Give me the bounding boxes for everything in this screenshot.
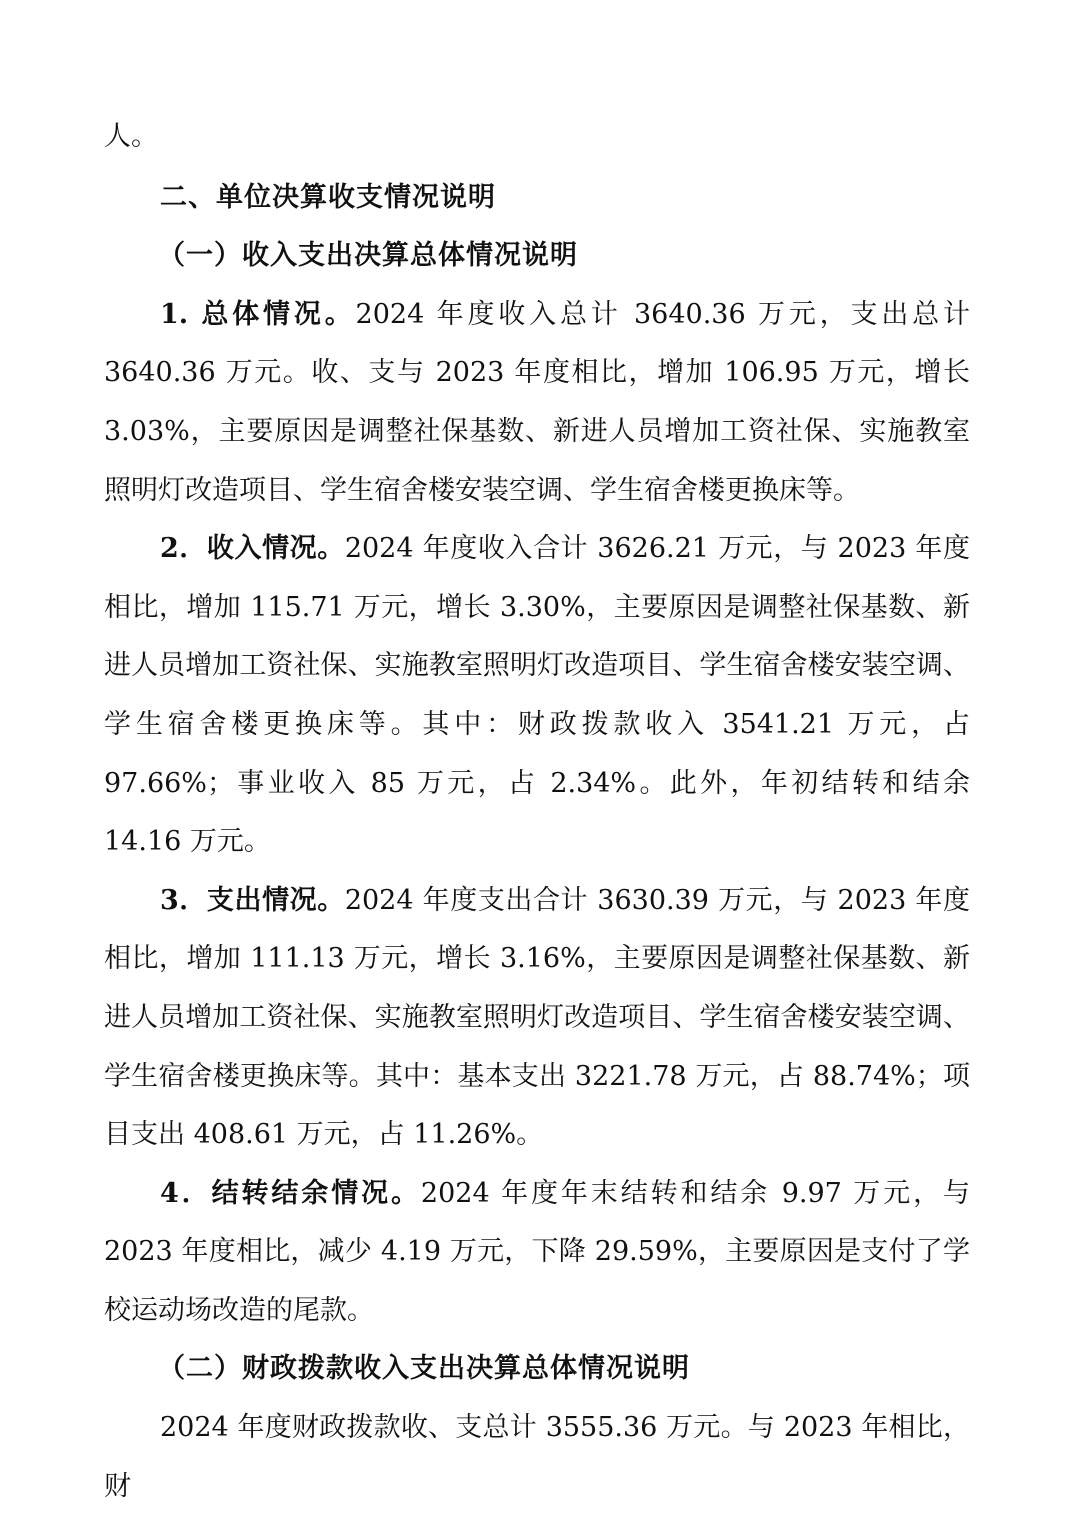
- paragraph-expenditure: [104, 872, 970, 1165]
- paragraph-balance: [104, 1165, 970, 1341]
- paragraph-income: [104, 520, 970, 872]
- subsection-heading-2: （二）财政拨款收入支出决算总体情况说明: [158, 1353, 690, 1385]
- paragraph-label: 4．结转结余情况。: [160, 1177, 421, 1209]
- paragraph-label: 2．收入情况。: [160, 533, 345, 565]
- paragraph-text: 2024 年度年末结转和结余 9.97 万元，与 2023 年度相比，减少 4.19 万元，下降 29.59%，主要原因是支付了学校运动场改造的尾款。: [104, 1177, 970, 1326]
- subsection-heading-1: （一）收入支出决算总体情况说明: [158, 240, 578, 272]
- paragraph-text: 2024 年度收入合计 3626.21 万元，与 2023 年度相比，增加 115.71 万元，增长 3.30%，主要原因是调整社保基数、新进人员增加工资社保、实施教室照明灯改造项目、学生宿舍楼安装空调、学生宿舍楼更换床等。其中：财政拨款收入 3541.21 万元，占 97.66%；事业收入 85 万元，占 2.34%。此外，年初结转和结余 14.16 万元。: [104, 533, 970, 858]
- paragraph-text: 2024 年度支出合计 3630.39 万元，与 2023 年度相比，增加 111.13 万元，增长 3.16%，主要原因是调整社保基数、新进人员增加工资社保、实施教室照明灯改造项目、学生宿舍楼安装空调、学生宿舍楼更换床等。其中：基本支出 3221.78 万元，占 88.74%；项目支出 408.61 万元，占 11.26%。: [104, 884, 970, 1151]
- section-heading: 二、单位决算收支情况说明: [160, 181, 496, 213]
- paragraph-label: 3．支出情况。: [160, 884, 345, 916]
- document-page: [104, 108, 970, 1516]
- paragraph-text: 2024 年度收入总计 3640.36 万元，支出总计 3640.36 万元。收、支与 2023 年度相比，增加 106.95 万元，增长 3.03%，主要原因是调整社保基数、新进人员增加工资社保、实施教室照明灯改造项目、学生宿舍楼安装空调、学生宿舍楼更换床等。: [104, 298, 970, 506]
- paragraph-label: 1. 总体情况。: [160, 298, 356, 330]
- paragraph-fiscal-total: 2024 年度财政拨款收、支总计 3555.36 万元。与 2023 年相比，财: [104, 1412, 970, 1502]
- paragraph-overall: [104, 286, 970, 520]
- carryover-line: 人。: [104, 121, 158, 152]
